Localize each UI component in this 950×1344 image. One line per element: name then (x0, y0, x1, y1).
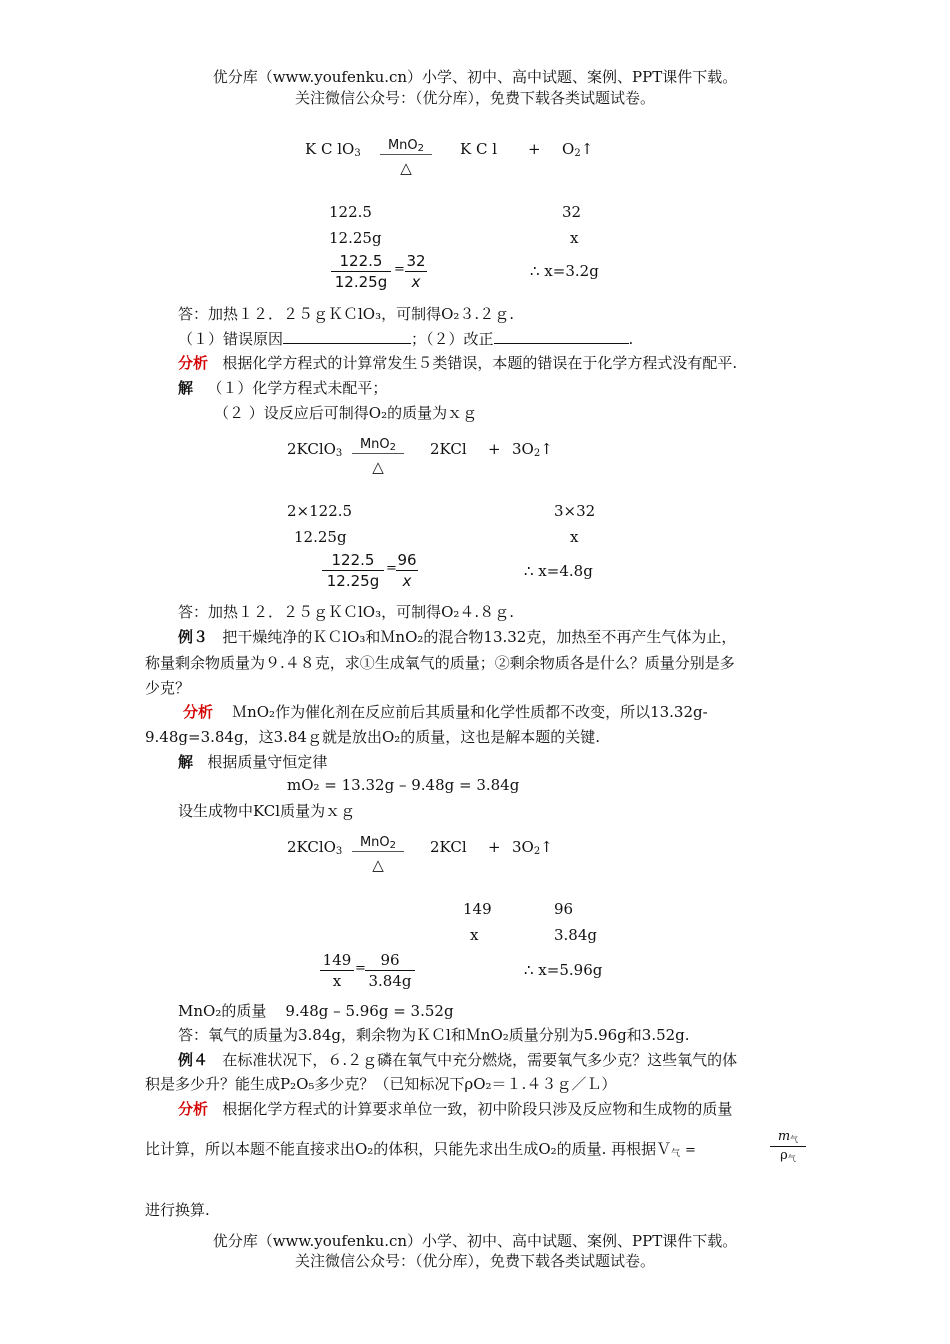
solution-3-line-3: 设生成物中KCl质量为ｘｇ (178, 802, 356, 820)
eq3-given-left: x (470, 926, 479, 944)
analysis-3-line-2: 9.48g=3.84g，这3.84ｇ就是放出O₂的质量，这也是解本题的关键. (145, 728, 601, 746)
eq3-mass-right: 96 (554, 900, 574, 918)
eq1-fraction-right: 32 x (406, 252, 426, 291)
solution-3-line-1: 解 根据质量守恒定律 (178, 753, 328, 771)
eq3-product-1: 2KCl (430, 838, 467, 856)
eq3-equals: = (355, 961, 366, 976)
example-4-line-1: 例４ 在标准状况下，６.２ｇ磷在氧气中充分燃烧，需要氧气多少克？这些氧气的体 (178, 1051, 738, 1069)
header-line-1: 优分库（www.youfenku.cn）小学、初中、高中试题、案例、PPT课件下载。 (212, 68, 738, 86)
answer-1: 答：加热１２．２５ｇＫＣlO₃，可制得O₂３.２ｇ. (178, 305, 514, 323)
solution-1-step-1: 解 （１）化学方程式未配平； (178, 379, 388, 397)
eq1-given-right: x (570, 229, 579, 247)
analysis-4-line-3: 进行换算. (145, 1201, 210, 1219)
eq3-condition: MnO$_2$ △ (352, 835, 404, 874)
eq1-result: ∴ x=3.2g (530, 262, 599, 280)
analysis-4-formula-fraction: $m_气$ $\rho_气$ (770, 1129, 806, 1164)
eq1-reactant: K C $lO_3$ (305, 140, 361, 159)
footer-line-1: 优分库（www.youfenku.cn）小学、初中、高中试题、案例、PPT课件下载。 (212, 1232, 738, 1250)
eq2-result: ∴ x=4.8g (524, 562, 593, 580)
eq3-given-right: 3.84g (554, 926, 598, 944)
analysis-3-line-1: 分析 ＭnO₂作为催化剂在反应前后其质量和化学性质都不改变，所以13.32g- (183, 703, 708, 721)
eq1-mass-right: 32 (562, 203, 582, 221)
eq2-given-left: 12.25g (294, 528, 347, 546)
eq2-fraction-left: 122.5 12.25g (322, 551, 384, 590)
eq1-product-1: K C l (460, 140, 498, 158)
eq2-mass-left: 2×122.5 (287, 502, 353, 520)
example-3-line-2: 称量剩余物质量为９.４８克，求①生成氧气的质量；②剩余物质各是什么？质量分别是多 (145, 654, 735, 672)
header-line-2: 关注微信公众号：（优分库），免费下载各类试题试卷。 (294, 89, 655, 107)
eq3-mass-left: 149 (463, 900, 492, 918)
eq2-product-1: 2KCl (430, 440, 467, 458)
eq1-condition: MnO$_2$ △ (380, 138, 432, 177)
eq3-reactant: 2KClO$_3$ (287, 838, 343, 857)
eq1-product-2: $O_2↑$ (562, 140, 594, 159)
footer-line-2: 关注微信公众号：（优分库），免费下载各类试题试卷。 (294, 1252, 655, 1270)
eq2-product-2: $3O_2↑$ (512, 440, 553, 459)
answer-3: 答：氧气的质量为3.84g，剩余物为ＫＣl和ＭnO₂质量分别为5.96g和3.52g. (178, 1026, 690, 1044)
eq2-condition: MnO$_2$ △ (352, 437, 404, 476)
eq2-fraction-right: 96 x (397, 551, 417, 590)
answer-2: 答：加热１２．２５ｇＫＣlO₃，可制得O₂４.８ｇ. (178, 603, 514, 621)
eq2-mass-right: 3×32 (554, 502, 596, 520)
example-4-line-2: 积是多少升？能生成P₂O₅多少克？（已知标况下ρO₂＝１.４３ｇ／Ｌ） (145, 1075, 617, 1093)
mno2-mass: MnO₂的质量 9.48g – 5.96g = 3.52g (178, 1002, 454, 1020)
eq1-mass-left: 122.5 (329, 203, 372, 221)
error-line: （１）错误原因 ；（２）改正 . (178, 330, 634, 348)
eq3-result: ∴ x=5.96g (524, 961, 603, 979)
eq2-given-right: x (570, 528, 579, 546)
eq1-plus: + (528, 140, 541, 158)
solution-3-line-2: mO₂ = 13.32g – 9.48g = 3.84g (287, 776, 520, 794)
analysis-4-line-1: 分析 根据化学方程式的计算要求单位一致，初中阶段只涉及反应物和生成物的质量 (178, 1100, 733, 1118)
eq1-fraction-left: 122.5 12.25g (331, 252, 391, 291)
example-3-line-1: 例３ 把干燥纯净的ＫＣlO₃和ＭnO₂的混合物13.32克，加热至不再产生气体为止， (178, 628, 737, 646)
eq1-given-left: 12.25g (329, 229, 382, 247)
eq2-reactant: 2KClO$_3$ (287, 440, 343, 459)
analysis-4-line-2: 比计算，所以本题不能直接求出O₂的体积，只能先求出生成O₂的质量. 再根据Ｖ$_气$ = (145, 1140, 696, 1159)
example-3-line-3: 少克？ (145, 679, 191, 697)
analysis-1: 分析 根据化学方程式的计算常发生５类错误，本题的错误在于化学方程式没有配平. (178, 354, 738, 372)
eq3-plus: + (488, 838, 501, 856)
eq2-equals: = (386, 561, 397, 576)
eq3-product-2: $3O_2↑$ (512, 838, 553, 857)
eq1-equals: = (394, 262, 405, 277)
eq2-plus: + (488, 440, 501, 458)
eq3-fraction-left: 149 x (320, 951, 354, 990)
eq3-fraction-right: 96 3.84g (365, 951, 415, 990)
solution-1-step-2: （２ ）设反应后可制得O₂的质量为ｘｇ (214, 404, 478, 422)
